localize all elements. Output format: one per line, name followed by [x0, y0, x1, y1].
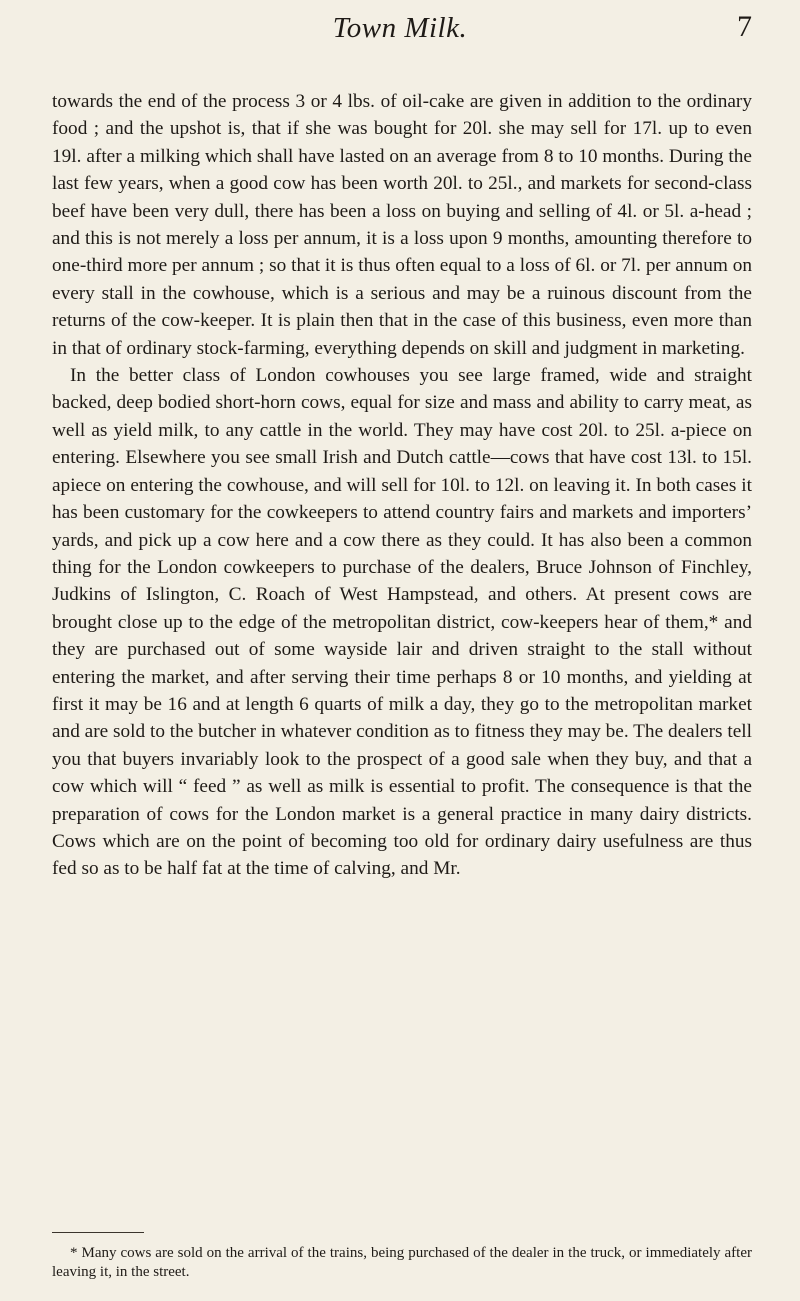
page-header: [0, 8, 800, 58]
paragraph: towards the end of the process 3 or 4 lbs. of oil-cake are given in addition to the ordinary food ; and the upshot is, that if she was bought for 20l. she may sell for 17l. up to even 19l. after a milking which shall have lasted on an average from 8 to 10 months. During the last few years, when a good cow has been worth 20l. to 25l., and markets for second-class beef have been very dull, there has been a loss on buying and selling of 4l. or 5l. a-head ; and this is not merely a loss per annum, it is a loss upon 9 months, amounting therefore to one-third more per annum ; so that it is thus often equal to a loss of 6l. or 7l. per annum on every stall in the cowhouse, which is a serious and may be a ruinous discount from the returns of the cow-keeper. It is plain then that in the case of this business, even more than in that of ordinary stock-farming, everything depends on skill and judgment in marketing.: [52, 91, 752, 359]
footnote: * Many cows are sold on the arrival of the trains, being purchased of the dealer in the truck, or immediately after leaving it, in the street.: [52, 1245, 752, 1280]
page-number: 7: [737, 10, 752, 43]
running-title: Town Milk.: [332, 12, 468, 44]
paragraph: In the better class of London cowhouses you see large framed, wide and straight backed, deep bodied short-horn cows, equal for size and mass and ability to carry meat, as well as yield milk, to any cattle in the world. They may have cost 20l. to 25l. a-piece on entering. Elsewhere you see small Irish and Dutch cattle—cows that have cost 13l. to 15l. apiece on entering the cowhouse, and will sell for 10l. to 12l. on leaving it. In both cases it has been customary for the cowkeepers to attend country fairs and markets and importers’ yards, and pick up a cow here and a cow there as they could. It has also been a common thing for the London cowkeepers to purchase of the dealers, Bruce Johnson of Finchley, Judkins of Islington, C. Roach of West Hampstead, and others. At present cows are brought close up to the edge of the metropolitan district, cow-keepers hear of them,* and they are purchased out of some wayside lair and driven straight to the stall without entering the market, and after serving their time perhaps 8 or 10 months, and yielding at first it may be 16 and at length 6 quarts of milk a day, they go to the metropolitan market and are sold to the butcher in whatever condition as to fitness they may be. The dealers tell you that buyers invariably look to the prospect of a good sale when they buy, and that a cow which will “ feed ” as well as milk is essential to profit. The consequence is that the preparation of cows for the London market is a general practice in many dairy districts. Cows which are on the point of becoming too old for ordinary dairy usefulness are thus fed so as to be half fat at the time of calving, and Mr.: [52, 365, 752, 880]
footnote-divider: [52, 1232, 144, 1233]
body-text: [52, 88, 752, 883]
